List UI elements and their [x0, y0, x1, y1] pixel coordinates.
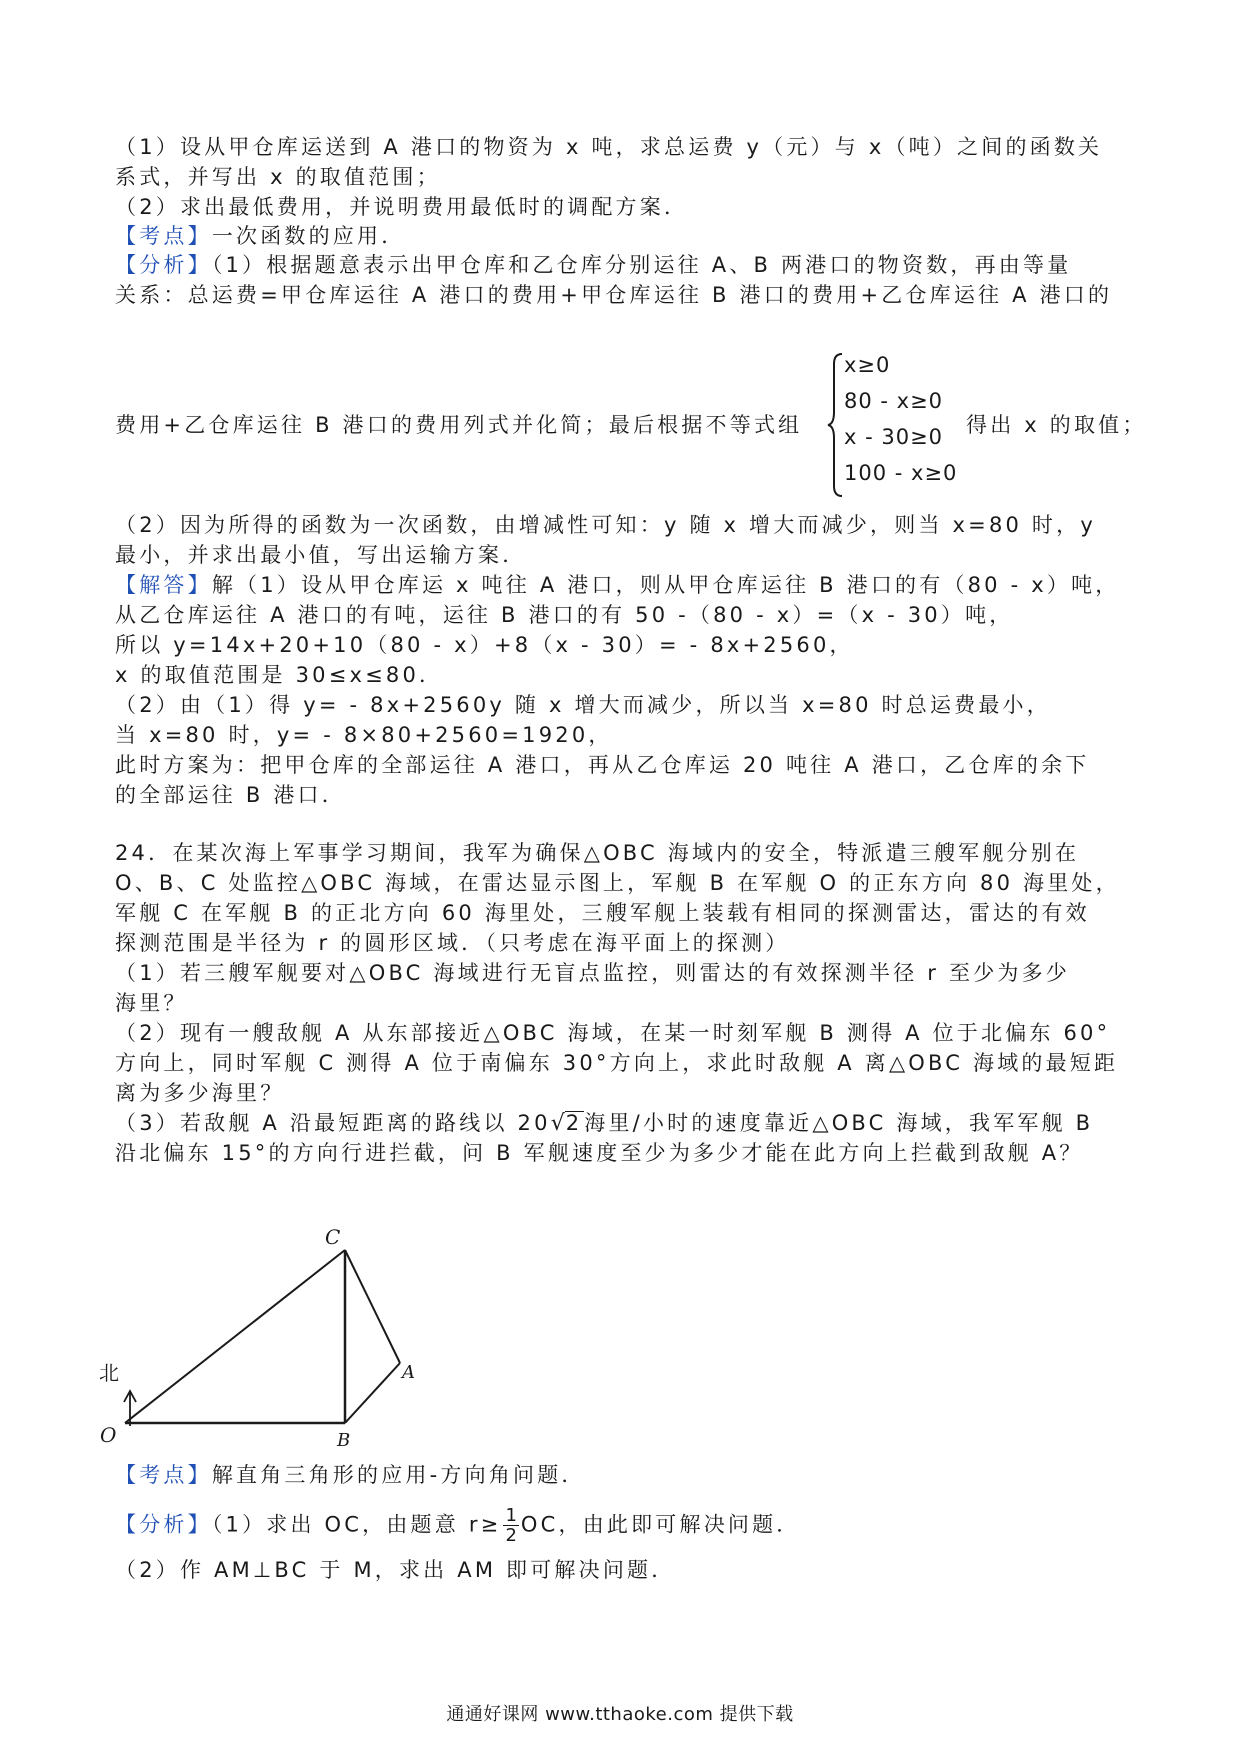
inequality-2: 80 - x≥0 — [844, 389, 944, 413]
q24-sub2-line-3: 离为多少海里？ — [115, 1081, 285, 1105]
fenxi-line-4: （2）因为所得的函数为一次函数，由增减性可知：y 随 x 增大而减少，则当 x=80 时，y — [115, 513, 1096, 537]
fraction-one-half — [503, 1506, 518, 1545]
label-O: O — [100, 1423, 117, 1447]
q24-kaodian-text: 解直角三角形的应用-方向角问题． — [211, 1463, 586, 1487]
jieda-line-4: x 的取值范围是 30≤x≤80． — [115, 663, 444, 687]
jieda-tag: 【解答】 — [115, 573, 212, 597]
jieda-line-6: 当 x=80 时，y= - 8×80+2560=1920， — [115, 723, 613, 747]
inequality-system — [826, 350, 966, 500]
page-footer: 通通好课网 www.tthaoke.com 提供下载 — [446, 1704, 794, 1725]
jieda-line-8: 的全部运往 B 港口． — [115, 783, 346, 807]
q24-sub3-pre: （3）若敌舰 A 沿最短距离的路线以 20 — [115, 1111, 551, 1135]
q24-line-2: O、B、C 处监控△OBC 海域，在雷达显示图上，军舰 B 在军舰 O 的正东方向 80 海里处， — [115, 871, 1120, 895]
q24-fenxi-post: OC，由此即可解决问题． — [520, 1512, 801, 1537]
jieda-line-2: 从乙仓库运往 A 港口的有吨，运往 B 港口的有 50 -（80 - x）=（x - 30）吨， — [115, 603, 1014, 627]
inequality-1: x≥0 — [844, 353, 891, 377]
left-brace-icon — [826, 350, 846, 500]
q24-sub3-line-1 — [115, 1108, 1093, 1139]
q24-sub2-line-1: （2）现有一艘敌舰 A 从东部接近△OBC 海域，在某一时刻军舰 B 测得 A 位于北偏东 60° — [115, 1021, 1111, 1045]
fraction-denominator: 2 — [505, 1525, 517, 1546]
fenxi-line-1 — [115, 250, 1071, 280]
jieda-text-1: 解（1）设从甲仓库运 x 吨往 A 港口，则从甲仓库运往 B 港口的有（80 - x）吨， — [211, 573, 1120, 597]
inequality-4: 100 - x≥0 — [844, 461, 958, 485]
fenxi-tag: 【分析】 — [115, 253, 212, 277]
label-B: B — [337, 1430, 351, 1451]
jieda-line-5: （2）由（1）得 y= - 8x+2560y 随 x 增大而减少，所以当 x=80 时总运费最小， — [115, 693, 1051, 717]
q24-fenxi-pre: （1）求出 OC，由题意 r≥ — [211, 1512, 502, 1537]
kaodian-text: 一次函数的应用． — [211, 224, 406, 248]
q24-fenxi-tag: 【分析】 — [115, 1512, 212, 1537]
q1-line-1: （1）设从甲仓库运送到 A 港口的物资为 x 吨，求总运费 y（元）与 x（吨）之间的函数关 — [115, 135, 1103, 159]
q24-sub3-post: 海里/小时的速度靠近△OBC 海域，我军军舰 B — [584, 1111, 1094, 1135]
fenxi-line-3-pre: 费用+乙仓库运往 B 港口的费用列式并化简；最后根据不等式组 — [115, 413, 803, 437]
kaodian-line — [115, 221, 405, 251]
fraction-numerator: 1 — [505, 1505, 517, 1526]
q1-line-2: 系式，并写出 x 的取值范围； — [115, 165, 441, 189]
fenxi-line-5: 最小，并求出最小值，写出运输方案． — [115, 543, 527, 567]
fenxi-line-3-post: 得出 x 的取值； — [966, 413, 1147, 437]
q24-line-4: 探测范围是半径为 r 的圆形区域．（只考虑在海平面上的探测） — [115, 931, 790, 955]
edge-OC — [125, 1250, 345, 1423]
sqrt-value: 2 — [565, 1111, 583, 1135]
q24-fenxi-line-1 — [115, 1506, 801, 1545]
q24-sub2-line-2: 方向上，同时军舰 C 测得 A 位于南偏东 30°方向上，求此时敌舰 A 离△OBC 海域的最短距 — [115, 1051, 1119, 1075]
q24-fenxi-line-2: （2）作 AM⊥BC 于 M，求出 AM 即可解决问题． — [115, 1558, 676, 1582]
q24-sub3-line-2: 沿北偏东 15°的方向行进拦截，问 B 军舰速度至少为多少才能在此方向上拦截到敌舰 A？ — [115, 1141, 1084, 1165]
q24-line-3: 军舰 C 在军舰 B 的正北方向 60 海里处，三艘军舰上装载有相同的探测雷达，雷达的有效 — [115, 901, 1090, 925]
kaodian-tag: 【考点】 — [115, 224, 212, 248]
edge-BA — [345, 1363, 400, 1423]
q24-line-1: 24．在某次海上军事学习期间，我军为确保△OBC 海域内的安全，特派遣三艘军舰分别在 — [115, 841, 1080, 865]
jieda-line-7: 此时方案为：把甲仓库的全部运往 A 港口，再从乙仓库运 20 吨往 A 港口，乙仓库的余下 — [115, 753, 1090, 777]
sqrt-radical: √ — [550, 1111, 565, 1136]
edge-CA — [345, 1250, 400, 1363]
label-A: A — [402, 1362, 415, 1383]
q24-sub1-line-1: （1）若三艘军舰要对△OBC 海域进行无盲点监控，则雷达的有效探测半径 r 至少为多少 — [115, 961, 1070, 985]
q24-kaodian-tag: 【考点】 — [115, 1463, 212, 1487]
q24-kaodian-line — [115, 1460, 586, 1490]
jieda-line-3: 所以 y=14x+20+10（80 - x）+8（x - 30）= - 8x+2560， — [115, 633, 854, 657]
label-north: 北 — [99, 1361, 119, 1385]
q24-sub1-line-2: 海里？ — [115, 991, 188, 1015]
jieda-line-1 — [115, 570, 1120, 600]
fenxi-line-2: 关系：总运费=甲仓库运往 A 港口的费用+甲仓库运往 B 港口的费用+乙仓库运往 A 港口的 — [115, 283, 1113, 307]
fenxi-text-1: （1）根据题意表示出甲仓库和乙仓库分别运往 A、B 两港口的物资数，再由等量 — [211, 253, 1072, 277]
inequality-3: x - 30≥0 — [844, 425, 944, 449]
label-C: C — [325, 1225, 341, 1249]
q2-line: （2）求出最低费用，并说明费用最低时的调配方案． — [115, 195, 689, 219]
triangle-figure — [99, 1225, 425, 1451]
